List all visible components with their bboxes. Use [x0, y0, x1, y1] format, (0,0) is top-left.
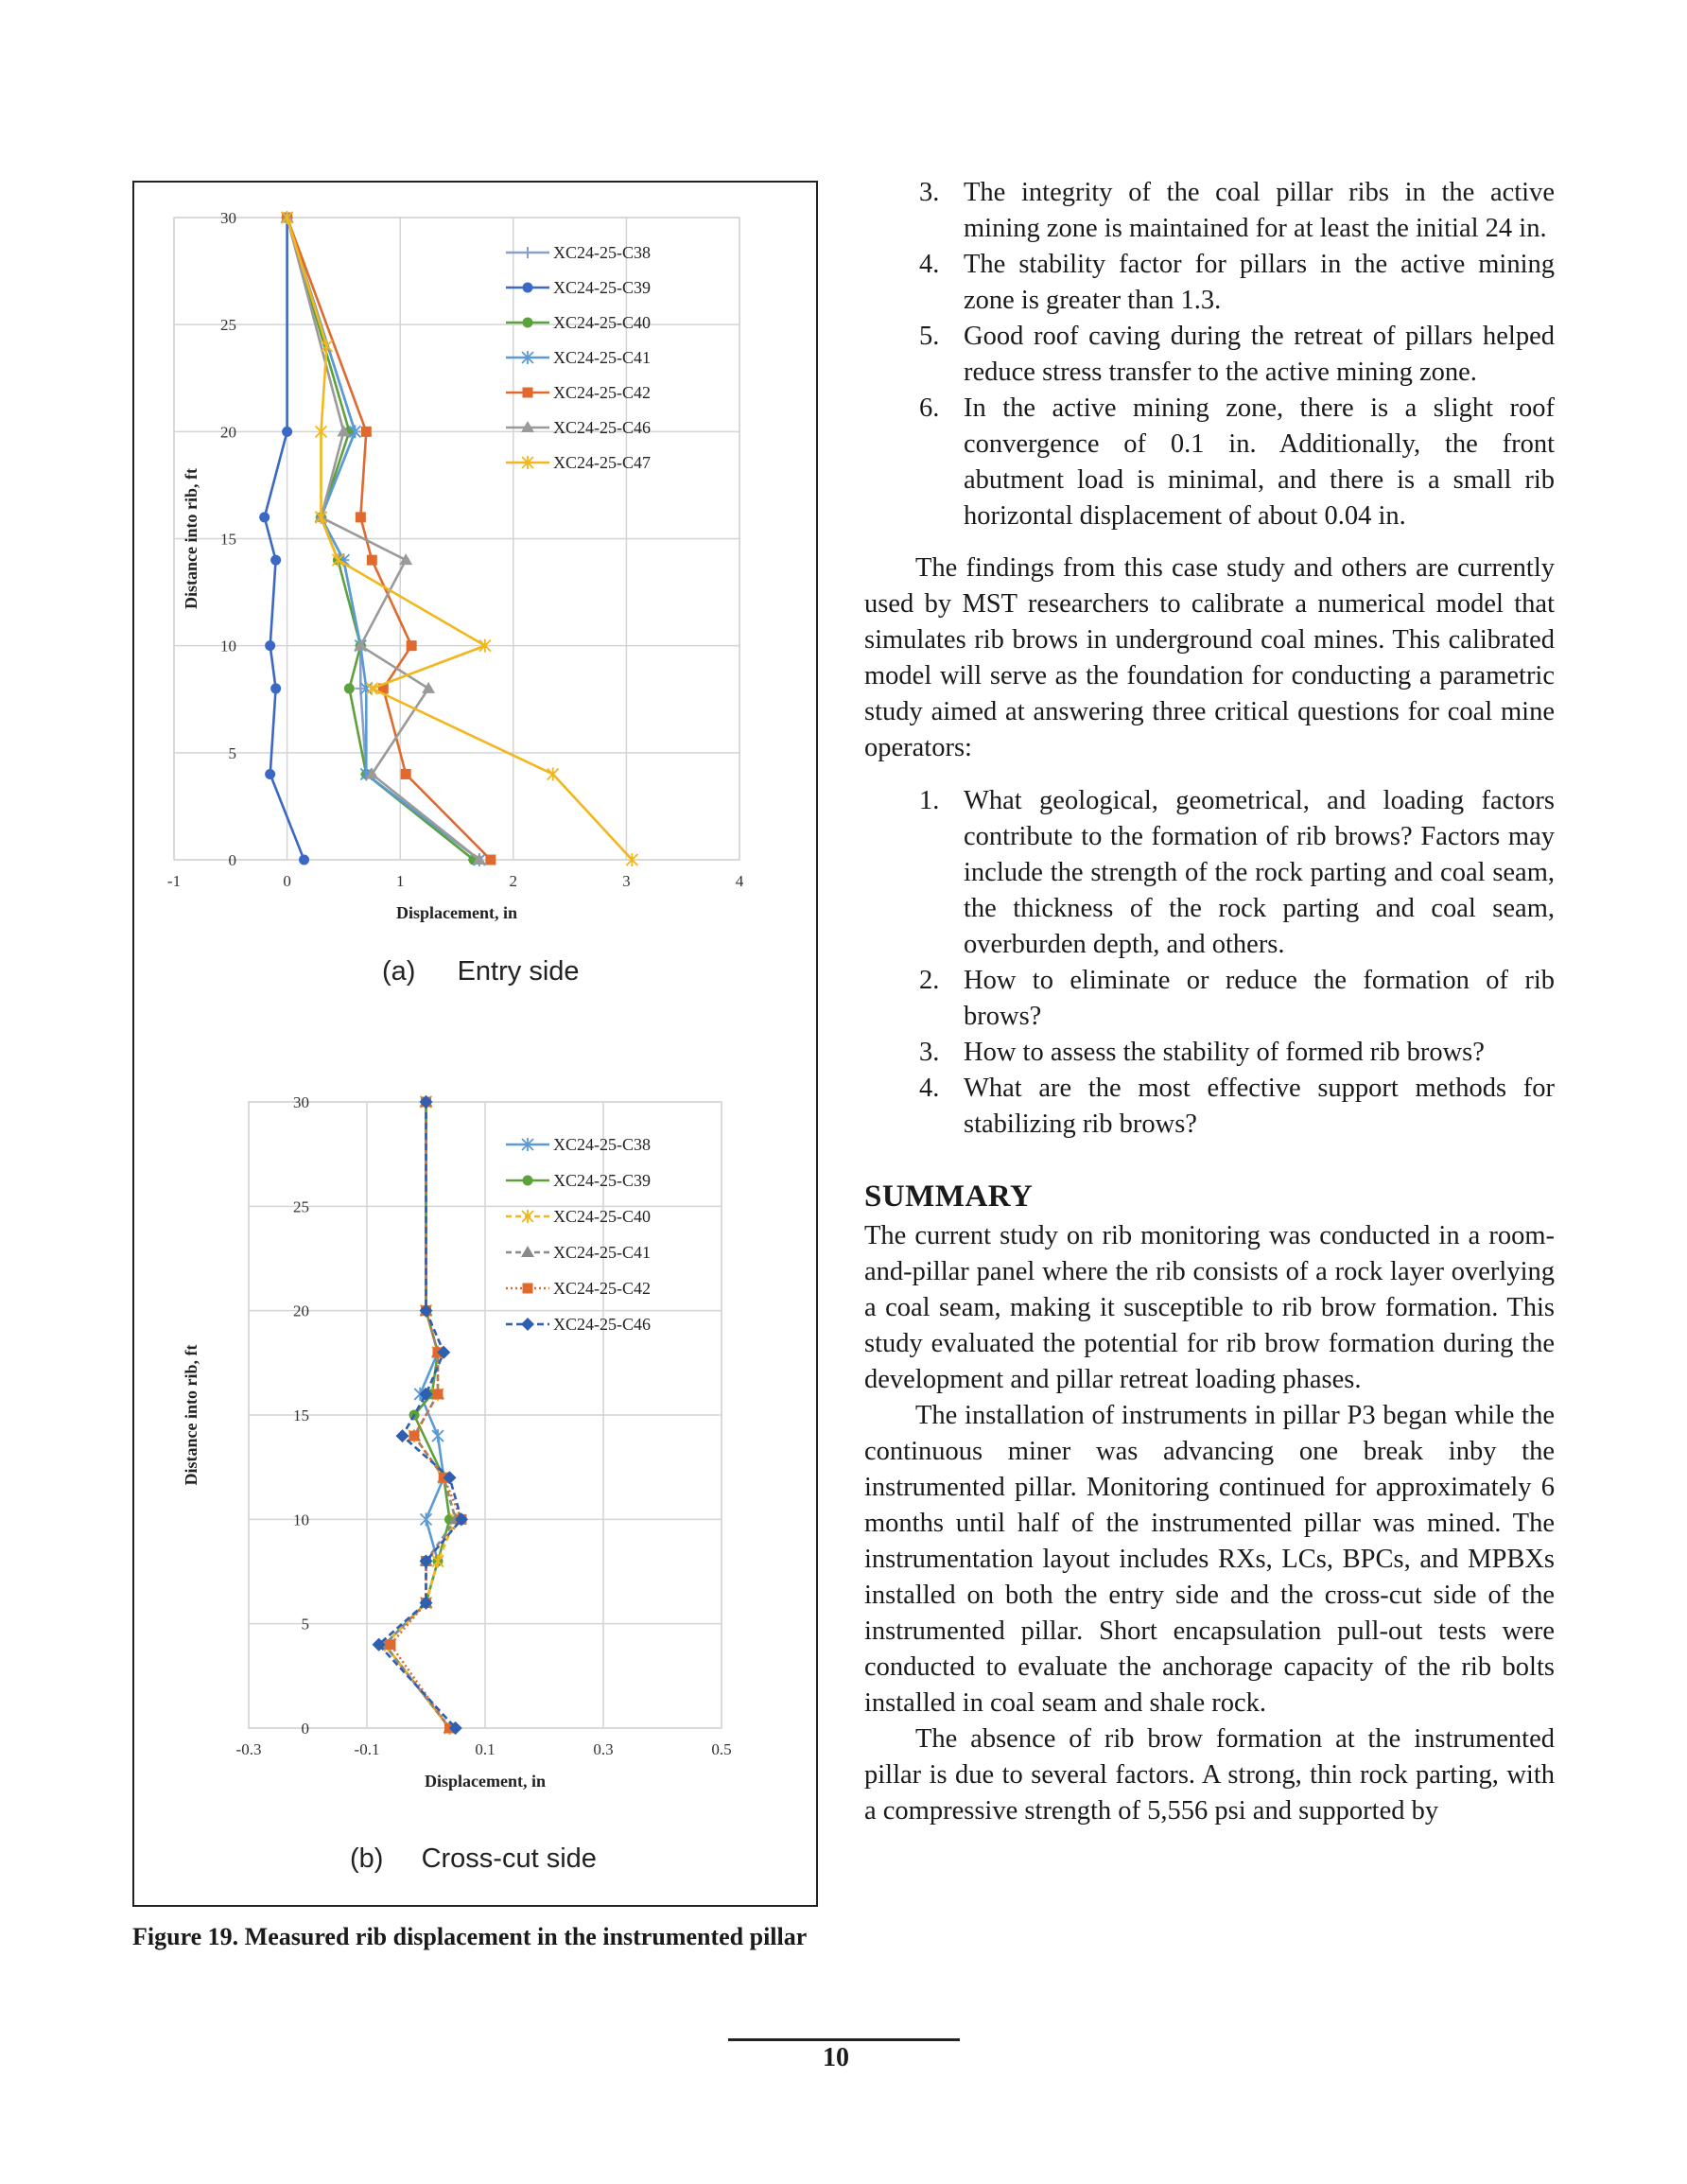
y-tick-label: 30: [220, 209, 236, 227]
data-point: [422, 682, 435, 693]
y-tick-label: 15: [293, 1406, 309, 1424]
data-point: [299, 855, 309, 865]
y-tick-label: 0: [301, 1720, 309, 1738]
summary-heading: SUMMARY: [864, 1179, 1034, 1214]
findings-list-number: 4.: [919, 250, 940, 279]
questions-list-item: [864, 783, 1555, 963]
chart-b-svg: [134, 1072, 820, 1857]
legend-marker: [523, 388, 533, 398]
y-tick-label: 30: [293, 1093, 309, 1111]
legend-entry: [506, 1207, 651, 1226]
data-point: [548, 767, 559, 780]
data-point: [321, 340, 332, 353]
data-point: [399, 553, 412, 565]
legend-label: XC24-25-C42: [553, 1279, 651, 1298]
findings-list-text: The integrity of the coal pillar ribs in the active mining zone is maintained for at least the initial 24 in.: [964, 178, 1555, 243]
legend-label: XC24-25-C40: [553, 1207, 651, 1226]
legend-marker: [523, 1176, 533, 1186]
chart-a-svg: [134, 183, 820, 1005]
questions-list-item: [864, 963, 1555, 1035]
findings-list-item: [864, 247, 1555, 319]
y-tick-label: 20: [293, 1302, 309, 1320]
legend-label: XC24-25-C38: [553, 243, 651, 262]
questions-list-text: What are the most effective support methods for stabilizing rib brows?: [964, 1074, 1555, 1139]
findings-list-text: The stability factor for pillars in the active mining zone is greater than 1.3.: [964, 250, 1555, 315]
y-tick-label: 25: [220, 316, 236, 335]
legend-label: XC24-25-C39: [553, 278, 651, 297]
legend-label: XC24-25-C46: [553, 1315, 651, 1334]
series-xc24-25-c46: [281, 211, 486, 865]
questions-list: [864, 783, 1555, 1143]
legend-marker: [521, 1246, 534, 1257]
y-tick-label: 5: [301, 1615, 309, 1634]
y-axis-label: Distance into rib, ft: [182, 1344, 200, 1486]
x-tick-label: 0: [283, 872, 291, 890]
chart-entry-side: [134, 183, 820, 1010]
data-point: [361, 427, 372, 437]
legend-label: XC24-25-C41: [553, 348, 651, 367]
panel-b-label: (b): [350, 1843, 384, 1874]
data-point: [401, 769, 411, 779]
findings-list-text: Good roof caving during the retreat of pillars helped reduce stress transfer to the active mining zone.: [964, 322, 1555, 387]
questions-list-item: [864, 1035, 1555, 1071]
legend-entry: [506, 418, 651, 437]
legend-entry: [506, 453, 651, 472]
y-tick-label: 10: [220, 637, 236, 655]
legend-marker: [522, 247, 533, 258]
legend-entry: [506, 278, 651, 297]
legend-marker: [523, 283, 533, 293]
legend-marker: [523, 318, 533, 328]
series-xc24-25-c41: [378, 1095, 462, 1733]
data-point: [344, 683, 355, 693]
legend-marker: [522, 1210, 533, 1223]
questions-list-text: How to eliminate or reduce the formation of rib brows?: [964, 966, 1555, 1031]
figure-frame: [132, 181, 818, 1907]
y-tick-label: 5: [228, 743, 236, 762]
panel-a-caption: [382, 956, 580, 987]
x-tick-label: -0.1: [354, 1740, 380, 1758]
legend-marker: [523, 1284, 533, 1294]
x-axis-label: Displacement, in: [425, 1772, 546, 1791]
footer-rule: [728, 2038, 960, 2041]
summary-paragraph-3: The absence of rib brow formation at the instrumented pillar is due to several factors. A strong, thin rock parting, with a compressive strength of 5,556 psi and supported by: [864, 1724, 1555, 1826]
questions-list-number: 4.: [919, 1074, 940, 1103]
panel-b-caption: [350, 1843, 597, 1875]
legend-label: XC24-25-C47: [553, 453, 651, 472]
data-point: [259, 512, 270, 522]
panel-b-title: Cross-cut side: [421, 1843, 597, 1874]
x-tick-label: 0.3: [593, 1740, 614, 1758]
legend-entry: [506, 313, 651, 332]
right-column: [864, 175, 1555, 1829]
legend-entry: [506, 383, 651, 402]
findings-list-number: 6.: [919, 393, 940, 423]
findings-list: [864, 175, 1555, 534]
questions-list-number: 2.: [919, 966, 940, 995]
questions-list-text: How to assess the stability of formed rib brows?: [964, 1038, 1485, 1067]
data-point: [282, 427, 292, 437]
y-tick-label: 0: [228, 851, 236, 869]
questions-list-number: 1.: [919, 786, 940, 815]
findings-list-item: [864, 175, 1555, 247]
questions-list-number: 3.: [919, 1038, 940, 1067]
data-point: [367, 555, 377, 566]
panel-a-label: (a): [382, 956, 416, 987]
legend-label: XC24-25-C42: [553, 383, 651, 402]
x-tick-label: 4: [735, 872, 744, 890]
y-tick-label: 15: [220, 530, 236, 549]
x-tick-label: 3: [622, 872, 631, 890]
questions-list-item: [864, 1071, 1555, 1143]
y-tick-label: 10: [293, 1511, 309, 1529]
legend-marker: [521, 1318, 534, 1331]
summary-paragraph-1: The current study on rib monitoring was conducted in a room-and-pillar panel where the rib consists of a rock layer overlying a coal seam, making it susceptible to rib brow formation. This study evaluated the potential for rib brow formation during the development and pillar retreat loading phases.: [864, 1221, 1555, 1394]
y-axis-label: Distance into rib, ft: [182, 468, 200, 609]
figure-caption: Figure 19. Measured rib displacement in the instrumented pillar: [132, 1923, 808, 1950]
data-point: [265, 640, 275, 651]
chart-crosscut-side: [134, 1072, 820, 1861]
data-point: [485, 855, 496, 865]
page-number: 10: [823, 2043, 849, 2072]
findings-list-item: [864, 391, 1555, 534]
legend-entry: [506, 1243, 651, 1262]
data-point: [270, 683, 281, 693]
panel-a-title: Entry side: [457, 956, 580, 987]
questions-list-text: What geological, geometrical, and loading factors contribute to the formation of rib brows? Factors may include the strength of the rock parting and coal seam, the thickness of the rock parting and coal seam, overburden depth, and others.: [964, 786, 1555, 959]
data-point: [433, 1389, 443, 1399]
x-tick-label: 2: [509, 872, 518, 890]
y-tick-label: 25: [293, 1197, 309, 1216]
x-tick-label: -1: [166, 872, 182, 890]
y-tick-label: 20: [220, 423, 236, 442]
data-point: [366, 682, 377, 695]
data-point: [386, 1639, 396, 1650]
x-tick-label: 0.1: [475, 1740, 496, 1758]
legend-entry: [506, 1279, 651, 1298]
summary-paragraph-2: The installation of instruments in pillar P3 began while the continuous miner was advancing one break inby the instrumented pillar. Monitoring continued for approximately 6 months until half of the instrumented pillar was mined. The instrumentation layout includes RXs, LCs, BPCs, and MPBXs installed on both the entry side and the cross-cut side of the instrumented pillar. Short encapsulation pull-out tests were conducted to evaluate the anchorage capacity of the rib bolts installed in coal seam and shale rock.: [864, 1401, 1555, 1718]
x-axis-label: Displacement, in: [396, 903, 517, 922]
data-point: [270, 555, 281, 566]
legend-label: XC24-25-C39: [553, 1171, 651, 1190]
data-point: [409, 1431, 420, 1441]
data-point: [265, 769, 275, 779]
data-point: [432, 1429, 443, 1442]
legend-label: XC24-25-C38: [553, 1135, 651, 1154]
legend-entry: [506, 243, 651, 262]
x-tick-label: 1: [395, 872, 405, 890]
x-tick-label: -0.3: [235, 1740, 262, 1758]
findings-list-number: 5.: [919, 322, 940, 351]
legend-entry: [506, 1171, 651, 1190]
legend-label: XC24-25-C41: [553, 1243, 651, 1262]
data-point: [356, 512, 366, 522]
legend-entry: [506, 1135, 651, 1154]
legend-label: XC24-25-C46: [553, 418, 651, 437]
legend-entry: [506, 348, 651, 367]
legend-entry: [506, 1315, 651, 1334]
findings-list-text: In the active mining zone, there is a slight roof convergence of 0.1 in. Additionally, the front abutment load is minimal, and there is a small rib horizontal displacement of about 0.04 in.: [964, 393, 1555, 531]
data-point: [407, 640, 417, 651]
findings-list-number: 3.: [919, 178, 940, 207]
x-tick-label: 0.5: [711, 1740, 732, 1758]
legend-label: XC24-25-C40: [553, 313, 651, 332]
findings-paragraph: The findings from this case study and others are currently used by MST researchers to calibrate a numerical model that simulates rib brows in underground coal mines. This calibrated model will serve as the foundation for conducting a parametric study aimed at answering three critical questions for coal mine operators:: [864, 553, 1555, 762]
findings-list-item: [864, 319, 1555, 391]
